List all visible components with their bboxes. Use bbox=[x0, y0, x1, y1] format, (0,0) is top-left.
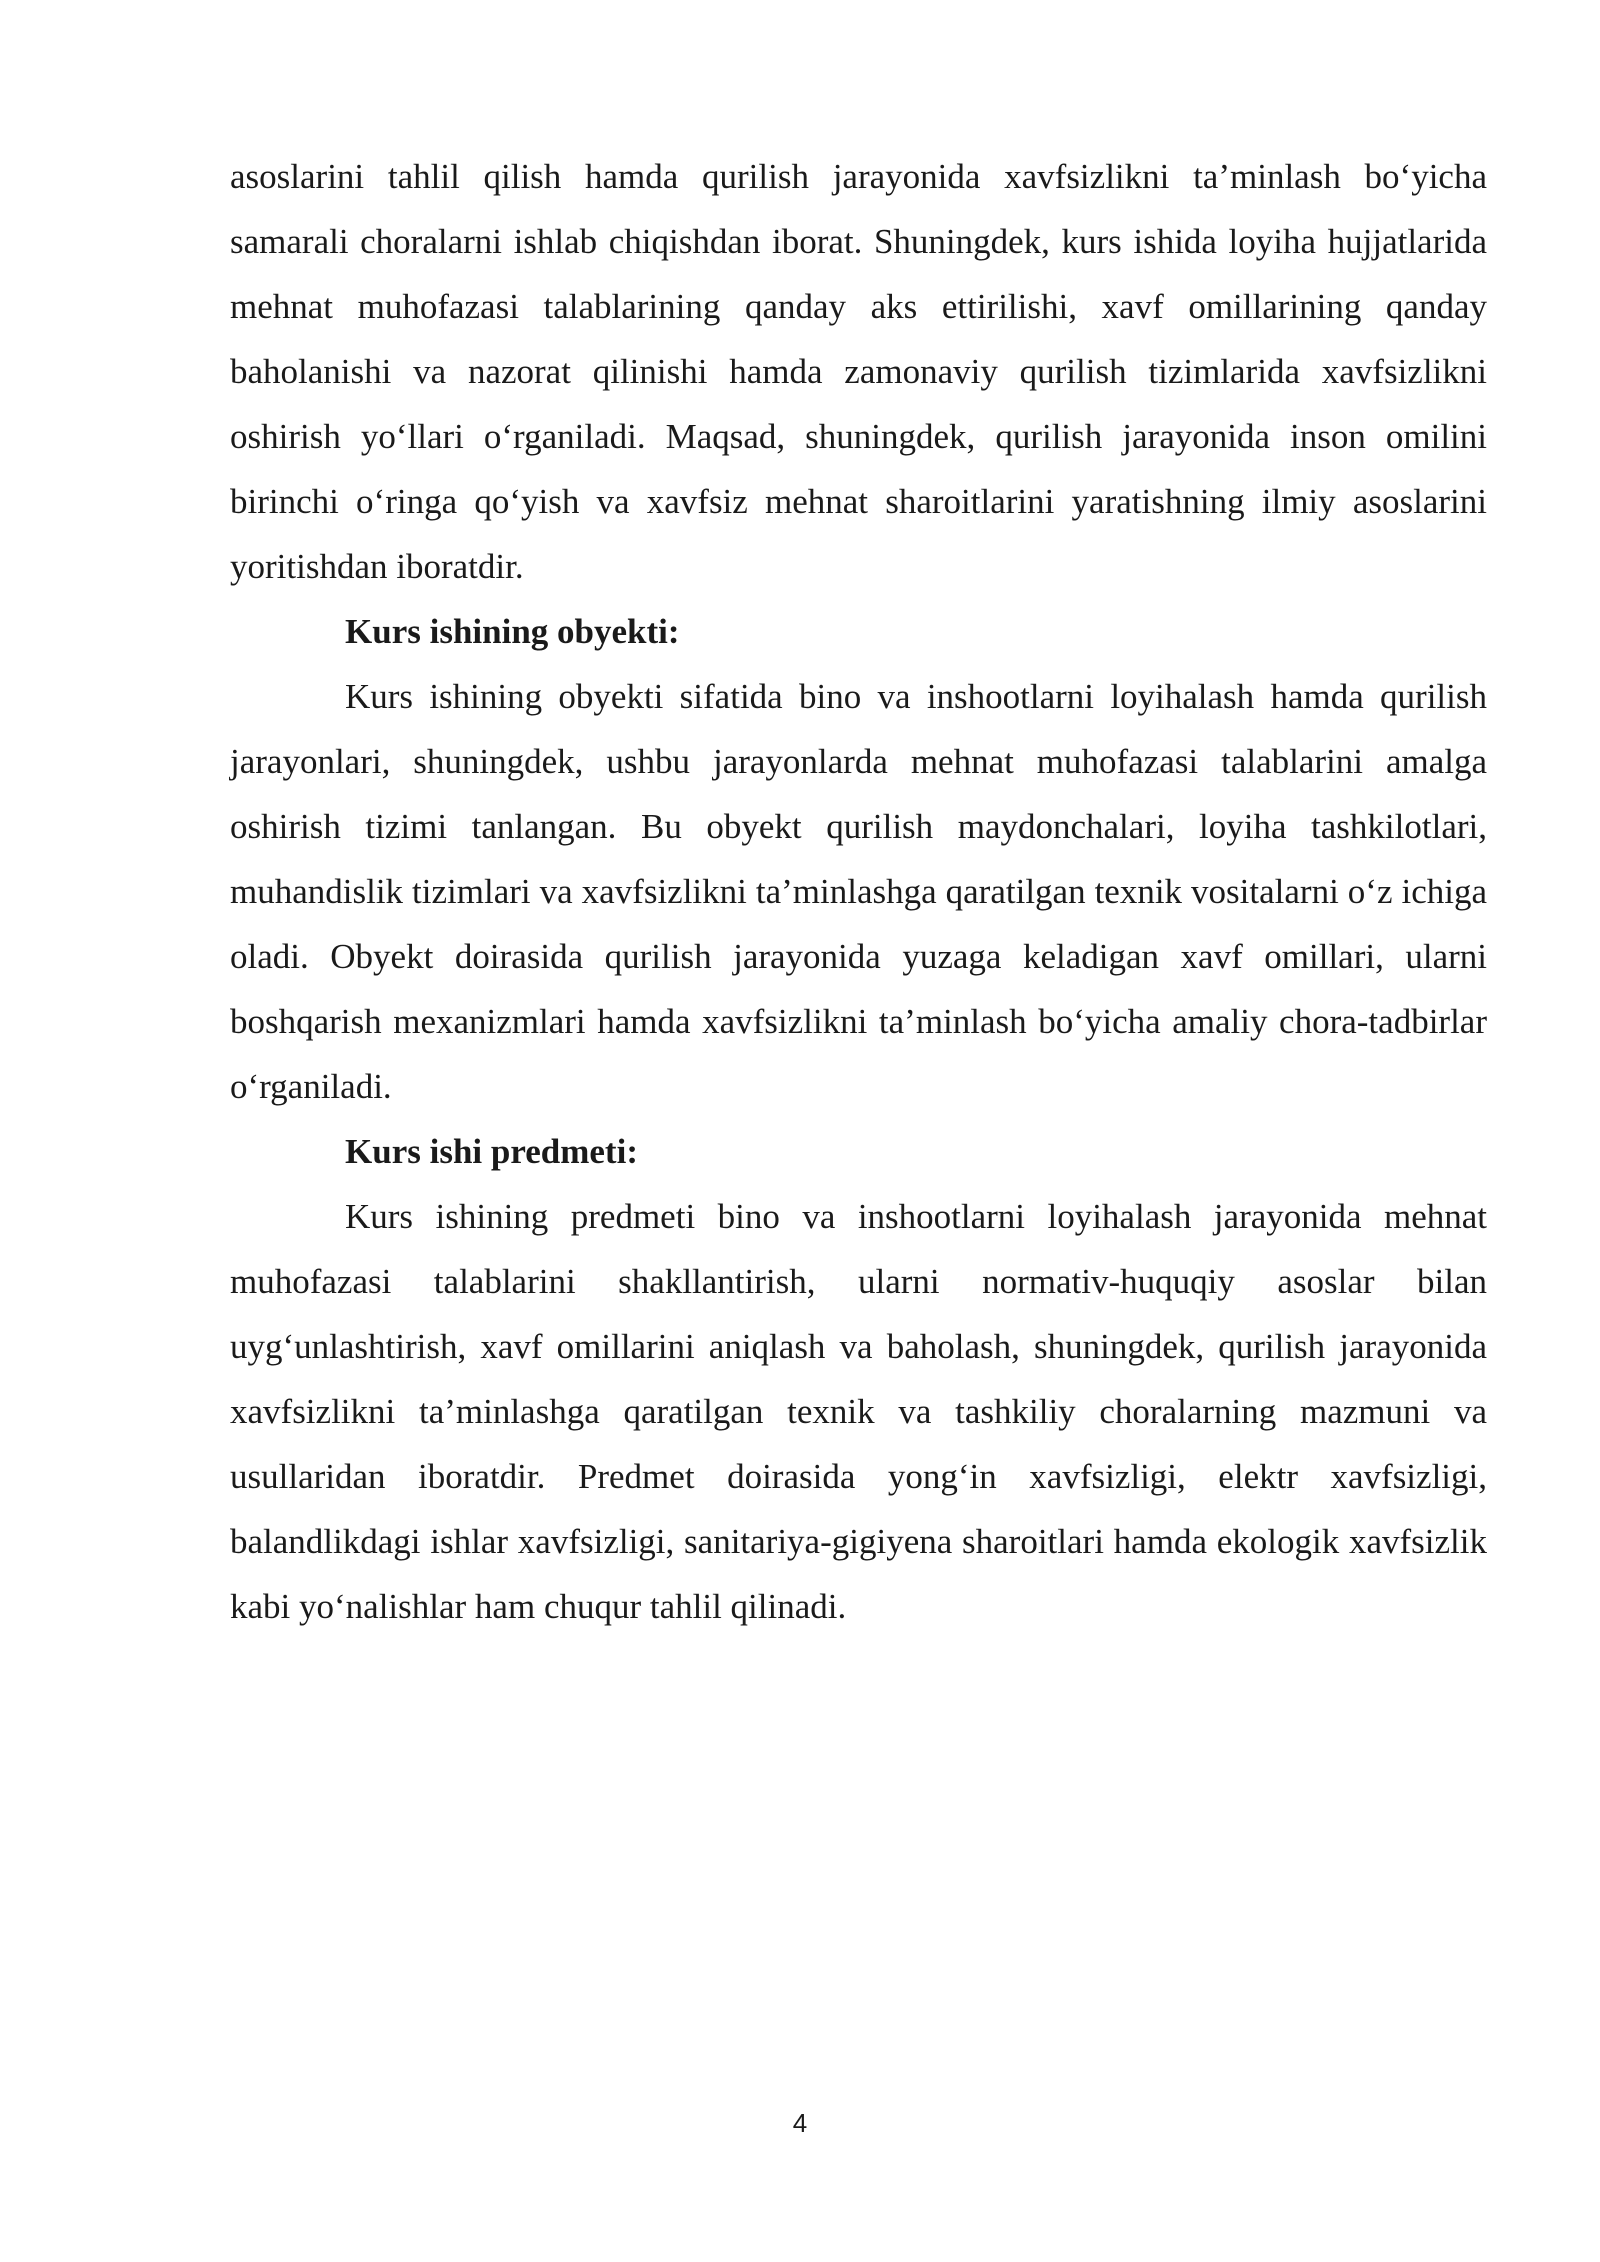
section-heading-subject: Kurs ishi predmeti: bbox=[345, 1132, 638, 1171]
page-body bbox=[230, 144, 1487, 1639]
section-body-subject: Kurs ishining predmeti bino va inshootlarni loyihalash jarayonida mehnat muhofazasi talablarini shakllantirish, ularni normativ-huquqiy asoslar bilan uyg‘unlashtirish, xavf omillarini aniqlash va baholash, shuningdek, qurilish jarayonida xavfsizlikni ta’minlashga qaratilgan texnik va tashkiliy choralarning mazmuni va usullaridan iboratdir. Predmet doirasida yong‘in xavfsizligi, elektr xavfsizligi, balandlikdagi ishlar xavfsizligi, sanitariya-gigiyena sharoitlari hamda ekologik xavfsizlik kabi yo‘nalishlar ham chuqur tahlil qilinadi. bbox=[230, 1197, 1487, 1626]
section-body-object: Kurs ishining obyekti sifatida bino va inshootlarni loyihalash hamda qurilish jarayonlari, shuningdek, ushbu jarayonlarda mehnat muhofazasi talablarini amalga oshirish tizimi tanlangan. Bu obyekt qurilish maydonchalari, loyiha tashkilotlari, muhandislik tizimlari va xavfsizlikni ta’minlashga qaratilgan texnik vositalarni o‘z ichiga oladi. Obyekt doirasida qurilish jarayonida yuzaga keladigan xavf omillari, ularni boshqarish mexanizmlari hamda xavfsizlikni ta’minlash bo‘yicha amaliy chora-tadbirlar o‘rganiladi. bbox=[230, 677, 1487, 1106]
section-heading-object: Kurs ishining obyekti: bbox=[345, 612, 680, 651]
page-number: 4 bbox=[792, 2108, 808, 2138]
intro-paragraph: asoslarini tahlil qilish hamda qurilish jarayonida xavfsizlikni ta’minlash bo‘yicha samarali choralarni ishlab chiqishdan iborat. Shuningdek, kurs ishida loyiha hujjatlarida mehnat muhofazasi talablarining qanday aks ettirilishi, xavf omillarining qanday baholanishi va nazorat qilinishi hamda zamonaviy qurilish tizimlarida xavfsizlikni oshirish yo‘llari o‘rganiladi. Maqsad, shuningdek, qurilish jarayonida inson omilini birinchi o‘ringa qo‘yish va xavfsiz mehnat sharoitlarini yaratishning ilmiy asoslarini yoritishdan iboratdir. bbox=[230, 157, 1487, 586]
